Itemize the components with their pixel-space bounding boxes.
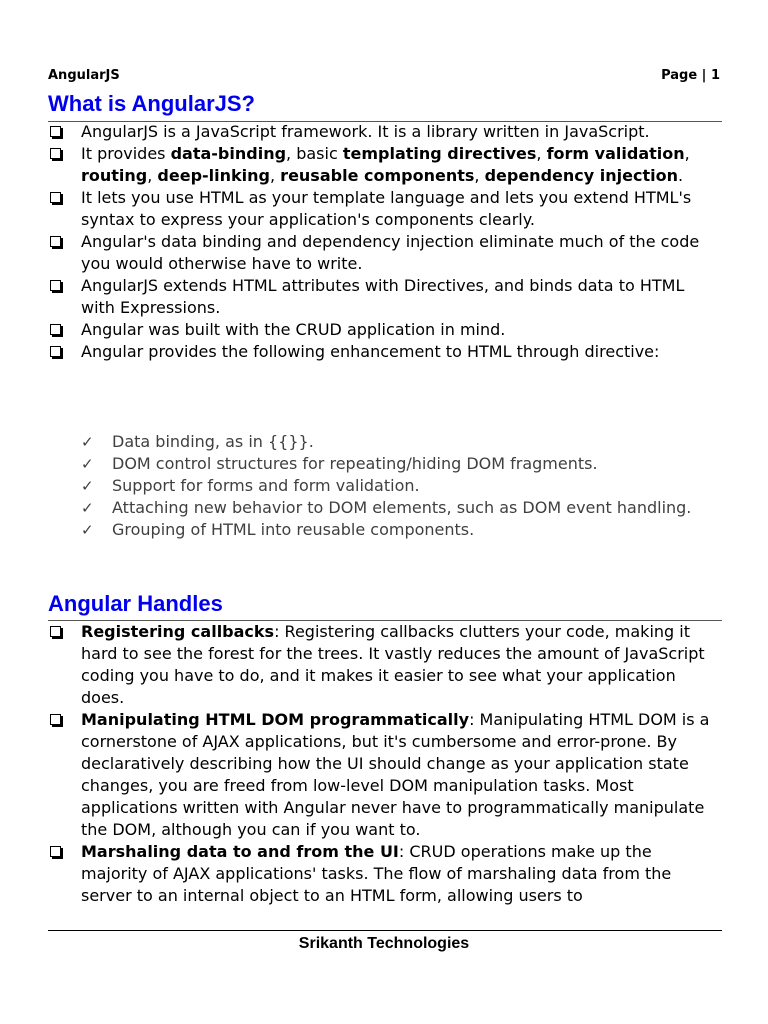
bold-term: data-binding <box>170 144 287 163</box>
section-title-angular-handles: Angular Handles <box>48 591 223 616</box>
header-title: AngularJS <box>48 68 120 83</box>
bullet-text <box>81 232 699 273</box>
bold-term: deep-linking <box>157 166 270 185</box>
tick-item <box>81 431 701 453</box>
bullet-item <box>48 143 722 187</box>
checkbox-bullet-icon <box>50 714 61 725</box>
text-run: It provides <box>81 144 171 163</box>
checkmark-icon: ✓ <box>81 433 94 451</box>
text-run: AngularJS is a JavaScript framework. It is a library written in JavaScript. <box>81 122 650 141</box>
text-run: AngularJS extends HTML attributes with Directives, and binds data to HTML with Expressions. <box>81 276 685 317</box>
bullet-text <box>81 276 684 317</box>
text-run: Angular was built with the CRUD application in mind. <box>81 320 506 339</box>
text-run: It lets you use HTML as your template language and lets you extend HTML's syntax to express your application's components clearly. <box>81 188 692 229</box>
checkbox-bullet-icon <box>50 324 61 335</box>
footer-text: Srikanth Technologies <box>298 935 470 952</box>
text-run: Angular's data binding and dependency injection eliminate much of the code you would otherwise have to write. <box>81 232 700 273</box>
checkmark-icon: ✓ <box>81 521 94 539</box>
enhancement-tick-list <box>81 431 701 541</box>
bullet-item <box>48 187 722 231</box>
bold-term: form validation <box>546 144 685 163</box>
checkbox-bullet-icon <box>50 126 61 137</box>
tick-text: Attaching new behavior to DOM elements, such as DOM event handling. <box>112 498 692 517</box>
bold-term: Registering callbacks <box>81 622 275 641</box>
checkmark-icon: ✓ <box>81 499 94 517</box>
bullet-text <box>81 320 505 339</box>
checkbox-bullet-icon <box>50 236 61 247</box>
tick-text: Grouping of HTML into reusable components. <box>112 520 475 539</box>
bullet-item <box>48 621 722 709</box>
bullet-text <box>81 710 709 839</box>
page-header <box>48 66 720 88</box>
tick-item <box>81 519 701 541</box>
page-number: Page | 1 <box>661 68 720 83</box>
text-run: , <box>474 166 485 185</box>
tick-item <box>81 497 701 519</box>
bullet-text <box>81 188 691 229</box>
tick-item <box>81 453 701 475</box>
bullet-item <box>48 319 722 341</box>
text-run: , <box>684 144 690 163</box>
bold-term: reusable components <box>280 166 475 185</box>
tick-item <box>81 475 701 497</box>
bullet-text <box>81 122 650 141</box>
checkbox-bullet-icon <box>50 846 61 857</box>
bullet-item <box>48 341 722 363</box>
checkbox-bullet-icon <box>50 280 61 291</box>
bold-term: Manipulating HTML DOM programmatically <box>81 710 470 729</box>
bullet-item <box>48 709 722 841</box>
text-run: , <box>147 166 158 185</box>
bold-term: Marshaling data to and from the UI <box>81 842 399 861</box>
footer-rule <box>48 930 722 931</box>
bullet-item <box>48 231 722 275</box>
angular-handles-bullet-list <box>48 621 722 907</box>
bullet-text <box>81 622 705 707</box>
section-title-what-is-angularjs: What is AngularJS? <box>48 91 255 116</box>
what-is-bullet-list <box>48 121 722 363</box>
checkbox-bullet-icon <box>50 192 61 203</box>
text-run: : Manipulating HTML DOM is a cornerstone of AJAX applications, but it's cumbersome and error-prone. By declaratively describing how the UI should change as your application state changes, you are freed from low-level DOM manipulation tasks. Most applications written with Angular never have to programmatically manipulate the DOM, although you can if you want to. <box>81 710 710 839</box>
text-run: , <box>536 144 547 163</box>
text-run: : CRUD operations make up the majority of AJAX applications' tasks. The flow of marshaling data from the server to an internal object to an HTML form, allowing users to <box>81 842 672 905</box>
bold-term: dependency injection <box>484 166 678 185</box>
checkbox-bullet-icon <box>50 148 61 159</box>
bullet-item <box>48 121 722 143</box>
text-run: , <box>270 166 281 185</box>
bullet-item <box>48 841 722 907</box>
tick-text: DOM control structures for repeating/hiding DOM fragments. <box>112 454 598 473</box>
text-run: Angular provides the following enhancement to HTML through directive: <box>81 342 660 361</box>
text-run: : Registering callbacks clutters your code, making it hard to see the forest for the trees. It vastly reduces the amount of JavaScript coding you have to do, and it makes it easier to see what your application does. <box>81 622 705 707</box>
bold-term: routing <box>81 166 148 185</box>
checkbox-bullet-icon <box>50 346 61 357</box>
checkbox-bullet-icon <box>50 626 61 637</box>
text-run: . <box>677 166 684 185</box>
bullet-text <box>81 342 659 361</box>
checkmark-icon: ✓ <box>81 477 94 495</box>
tick-text: Data binding, as in {{}}. <box>112 432 314 451</box>
text-run: , basic <box>286 144 343 163</box>
bullet-item <box>48 275 722 319</box>
bullet-text <box>81 842 671 905</box>
tick-text: Support for forms and form validation. <box>112 476 420 495</box>
bold-term: templating directives <box>342 144 537 163</box>
bullet-text <box>81 144 690 185</box>
checkmark-icon: ✓ <box>81 455 94 473</box>
